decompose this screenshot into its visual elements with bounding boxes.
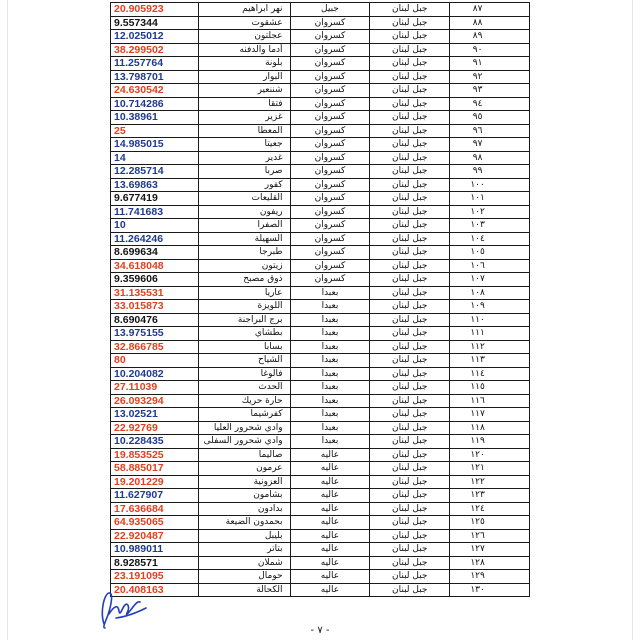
table-row	[111, 192, 530, 206]
number-cell: ١٠١	[450, 192, 530, 206]
number-cell: ٩٣	[450, 84, 530, 98]
town-cell: اللويزة	[199, 300, 291, 314]
town-cell: حومال	[199, 570, 291, 584]
value-cell: 20.905923	[111, 3, 199, 17]
number-cell: ٩٢	[450, 71, 530, 85]
caza-cell: بعبدا	[291, 381, 371, 395]
town-cell: كفرشيما	[199, 408, 291, 422]
number-cell: ١١٠	[450, 314, 530, 328]
value-cell: 25	[111, 125, 199, 139]
governorate-cell: جبل لبنان	[370, 395, 450, 409]
town-cell: بليبل	[199, 530, 291, 544]
table-row	[111, 557, 530, 571]
value-cell: 13.69863	[111, 179, 199, 193]
caza-cell: بعبدا	[291, 354, 371, 368]
governorate-cell: جبل لبنان	[370, 165, 450, 179]
value-cell: 19.853525	[111, 449, 199, 463]
number-cell: ٨٩	[450, 30, 530, 44]
caza-cell: عاليه	[291, 557, 371, 571]
table-row	[111, 516, 530, 530]
table-row	[111, 489, 530, 503]
governorate-cell: جبل لبنان	[370, 3, 450, 17]
table-row	[111, 422, 530, 436]
governorate-cell: جبل لبنان	[370, 489, 450, 503]
signature	[94, 584, 154, 630]
town-cell: شننعير	[199, 84, 291, 98]
governorate-cell: جبل لبنان	[370, 381, 450, 395]
caza-cell: عاليه	[291, 449, 371, 463]
governorate-cell: جبل لبنان	[370, 516, 450, 530]
table-row	[111, 476, 530, 490]
caza-cell: بعبدا	[291, 300, 371, 314]
value-cell: 10	[111, 219, 199, 233]
governorate-cell: جبل لبنان	[370, 152, 450, 166]
value-cell: 10.38961	[111, 111, 199, 125]
caza-cell: كسروان	[291, 125, 371, 139]
town-cell: جعيتا	[199, 138, 291, 152]
value-cell: 14.985015	[111, 138, 199, 152]
value-cell: 10.204082	[111, 368, 199, 382]
value-cell: 33.015873	[111, 300, 199, 314]
number-cell: ١١٤	[450, 368, 530, 382]
caza-cell: بعبدا	[291, 368, 371, 382]
town-cell: عرمون	[199, 462, 291, 476]
table-row	[111, 462, 530, 476]
caza-cell: كسروان	[291, 71, 371, 85]
value-cell: 17.636684	[111, 503, 199, 517]
caza-cell: بعبدا	[291, 287, 371, 301]
governorate-cell: جبل لبنان	[370, 449, 450, 463]
governorate-cell: جبل لبنان	[370, 179, 450, 193]
town-cell: السهيلة	[199, 233, 291, 247]
governorate-cell: جبل لبنان	[370, 557, 450, 571]
table-row	[111, 354, 530, 368]
table-row	[111, 368, 530, 382]
governorate-cell: جبل لبنان	[370, 111, 450, 125]
caza-cell: كسروان	[291, 44, 371, 58]
table-row	[111, 44, 530, 58]
value-cell: 12.285714	[111, 165, 199, 179]
caza-cell: عاليه	[291, 584, 371, 598]
caza-cell: بعبدا	[291, 314, 371, 328]
number-cell: ١٠٩	[450, 300, 530, 314]
number-cell: ١٢٩	[450, 570, 530, 584]
caza-cell: عاليه	[291, 516, 371, 530]
number-cell: ١١٦	[450, 395, 530, 409]
caza-cell: بعبدا	[291, 435, 371, 449]
caza-cell: كسروان	[291, 260, 371, 274]
number-cell: ١١٧	[450, 408, 530, 422]
town-cell: حارة حريك	[199, 395, 291, 409]
town-cell: برج البراجنة	[199, 314, 291, 328]
table-row	[111, 138, 530, 152]
governorate-cell: جبل لبنان	[370, 435, 450, 449]
governorate-cell: جبل لبنان	[370, 543, 450, 557]
governorate-cell: جبل لبنان	[370, 138, 450, 152]
value-cell: 11.257764	[111, 57, 199, 71]
table-row	[111, 300, 530, 314]
number-cell: ١١٣	[450, 354, 530, 368]
governorate-cell: جبل لبنان	[370, 287, 450, 301]
value-cell: 8.928571	[111, 557, 199, 571]
value-cell: 23.191095	[111, 570, 199, 584]
table-row	[111, 125, 530, 139]
caza-cell: عاليه	[291, 503, 371, 517]
table-row	[111, 395, 530, 409]
number-cell: ١٠٣	[450, 219, 530, 233]
number-cell: ١٢٢	[450, 476, 530, 490]
number-cell: ٩٤	[450, 98, 530, 112]
value-cell: 11.741683	[111, 206, 199, 220]
page-number: - ٧ -	[310, 625, 330, 636]
town-cell: بحمدون الضيعة	[199, 516, 291, 530]
value-cell: 19.201229	[111, 476, 199, 490]
number-cell: ١٢٣	[450, 489, 530, 503]
town-cell: البوار	[199, 71, 291, 85]
value-cell: 13.02521	[111, 408, 199, 422]
table-row	[111, 179, 530, 193]
town-cell: أدما والدفنه	[199, 44, 291, 58]
number-cell: ١٢٦	[450, 530, 530, 544]
number-cell: ١٢٨	[450, 557, 530, 571]
value-cell: 11.264246	[111, 233, 199, 247]
town-cell: الكحالة	[199, 584, 291, 598]
town-cell: عشقوت	[199, 17, 291, 31]
number-cell: ٩٩	[450, 165, 530, 179]
town-cell: طبرجا	[199, 246, 291, 260]
number-cell: ٨٨	[450, 17, 530, 31]
caza-cell: بعبدا	[291, 422, 371, 436]
value-cell: 9.557344	[111, 17, 199, 31]
caza-cell: كسروان	[291, 138, 371, 152]
caza-cell: كسروان	[291, 84, 371, 98]
value-cell: 9.677419	[111, 192, 199, 206]
town-cell: العزونية	[199, 476, 291, 490]
table-row	[111, 327, 530, 341]
table-row	[111, 449, 530, 463]
table-row	[111, 219, 530, 233]
number-cell: ١٠٤	[450, 233, 530, 247]
value-cell: 8.699634	[111, 246, 199, 260]
table-row	[111, 152, 530, 166]
value-cell: 38.299502	[111, 44, 199, 58]
town-cell: صربا	[199, 165, 291, 179]
caza-cell: عاليه	[291, 543, 371, 557]
town-cell: عاريا	[199, 287, 291, 301]
value-cell: 24.630542	[111, 84, 199, 98]
caza-cell: بعبدا	[291, 395, 371, 409]
table-row	[111, 543, 530, 557]
value-cell: 12.025012	[111, 30, 199, 44]
town-cell: بسابا	[199, 341, 291, 355]
table-row	[111, 246, 530, 260]
caza-cell: كسروان	[291, 233, 371, 247]
number-cell: ٩١	[450, 57, 530, 71]
town-cell: ريفون	[199, 206, 291, 220]
table-row	[111, 341, 530, 355]
number-cell: ١٢٤	[450, 503, 530, 517]
caza-cell: كسروان	[291, 17, 371, 31]
caza-cell: عاليه	[291, 570, 371, 584]
value-cell: 58.885017	[111, 462, 199, 476]
governorate-cell: جبل لبنان	[370, 206, 450, 220]
caza-cell: كسروان	[291, 30, 371, 44]
caza-cell: جبيل	[291, 3, 371, 17]
town-cell: وادي شحرور السفلى	[199, 435, 291, 449]
caza-cell: كسروان	[291, 152, 371, 166]
town-cell: فتقا	[199, 98, 291, 112]
table-row	[111, 84, 530, 98]
table-row	[111, 3, 530, 17]
governorate-cell: جبل لبنان	[370, 192, 450, 206]
governorate-cell: جبل لبنان	[370, 273, 450, 287]
value-cell: 20.408163	[111, 584, 199, 598]
table-row	[111, 206, 530, 220]
value-cell: 11.627907	[111, 489, 199, 503]
number-cell: ١٢٠	[450, 449, 530, 463]
value-cell: 22.920487	[111, 530, 199, 544]
value-cell: 13.798701	[111, 71, 199, 85]
governorate-cell: جبل لبنان	[370, 503, 450, 517]
governorate-cell: جبل لبنان	[370, 98, 450, 112]
town-cell: زيتون	[199, 260, 291, 274]
governorate-cell: جبل لبنان	[370, 327, 450, 341]
value-cell: 32.866785	[111, 341, 199, 355]
governorate-cell: جبل لبنان	[370, 341, 450, 355]
town-cell: غدير	[199, 152, 291, 166]
caza-cell: كسروان	[291, 206, 371, 220]
caza-cell: بعبدا	[291, 341, 371, 355]
value-cell: 9.359606	[111, 273, 199, 287]
number-cell: ٩٠	[450, 44, 530, 58]
table-row	[111, 381, 530, 395]
villages-table	[110, 2, 530, 597]
caza-cell: كسروان	[291, 219, 371, 233]
value-cell: 80	[111, 354, 199, 368]
table-row	[111, 570, 530, 584]
table-row	[111, 435, 530, 449]
governorate-cell: جبل لبنان	[370, 584, 450, 598]
number-cell: ١١١	[450, 327, 530, 341]
governorate-cell: جبل لبنان	[370, 233, 450, 247]
table-row	[111, 165, 530, 179]
town-cell: بتاتر	[199, 543, 291, 557]
value-cell: 10.228435	[111, 435, 199, 449]
town-cell: ذوق مصبح	[199, 273, 291, 287]
number-cell: ١٢٧	[450, 543, 530, 557]
town-cell: نهر ابراهيم	[199, 3, 291, 17]
governorate-cell: جبل لبنان	[370, 17, 450, 31]
town-cell: بطشاي	[199, 327, 291, 341]
number-cell: ١١٥	[450, 381, 530, 395]
town-cell: بدادون	[199, 503, 291, 517]
town-cell: صاليما	[199, 449, 291, 463]
table-row	[111, 314, 530, 328]
table-row	[111, 408, 530, 422]
town-cell: بلونة	[199, 57, 291, 71]
value-cell: 14	[111, 152, 199, 166]
town-cell: شملان	[199, 557, 291, 571]
number-cell: ١٢١	[450, 462, 530, 476]
town-cell: الصفرا	[199, 219, 291, 233]
caza-cell: بعبدا	[291, 408, 371, 422]
value-cell: 8.690476	[111, 314, 199, 328]
table-row	[111, 273, 530, 287]
table-row	[111, 260, 530, 274]
value-cell: 31.135531	[111, 287, 199, 301]
governorate-cell: جبل لبنان	[370, 300, 450, 314]
table-row	[111, 57, 530, 71]
number-cell: ٩٥	[450, 111, 530, 125]
number-cell: ١١٢	[450, 341, 530, 355]
governorate-cell: جبل لبنان	[370, 354, 450, 368]
table-row	[111, 71, 530, 85]
governorate-cell: جبل لبنان	[370, 125, 450, 139]
value-cell: 26.093294	[111, 395, 199, 409]
number-cell: ٩٨	[450, 152, 530, 166]
town-cell: الشياح	[199, 354, 291, 368]
town-cell: كفور	[199, 179, 291, 193]
number-cell: ١٠٧	[450, 273, 530, 287]
scan-edge-left	[7, 0, 8, 640]
number-cell: ١١٨	[450, 422, 530, 436]
table-row	[111, 98, 530, 112]
value-cell: 64.935065	[111, 516, 199, 530]
number-cell: ١٠٥	[450, 246, 530, 260]
table-row	[111, 503, 530, 517]
caza-cell: عاليه	[291, 530, 371, 544]
caza-cell: عاليه	[291, 462, 371, 476]
town-cell: عجلتون	[199, 30, 291, 44]
table-row	[111, 530, 530, 544]
governorate-cell: جبل لبنان	[370, 71, 450, 85]
caza-cell: بعبدا	[291, 327, 371, 341]
governorate-cell: جبل لبنان	[370, 570, 450, 584]
value-cell: 27.11039	[111, 381, 199, 395]
number-cell: ١٠٢	[450, 206, 530, 220]
governorate-cell: جبل لبنان	[370, 30, 450, 44]
caza-cell: كسروان	[291, 57, 371, 71]
town-cell: القليعات	[199, 192, 291, 206]
number-cell: ١٣٠	[450, 584, 530, 598]
town-cell: غزير	[199, 111, 291, 125]
value-cell: 34.618048	[111, 260, 199, 274]
table-row	[111, 287, 530, 301]
table-row	[111, 233, 530, 247]
value-cell: 22.92769	[111, 422, 199, 436]
caza-cell: كسروان	[291, 179, 371, 193]
governorate-cell: جبل لبنان	[370, 408, 450, 422]
caza-cell: كسروان	[291, 98, 371, 112]
number-cell: ٨٧	[450, 3, 530, 17]
table-row	[111, 30, 530, 44]
number-cell: ١١٩	[450, 435, 530, 449]
table-row	[111, 111, 530, 125]
caza-cell: كسروان	[291, 246, 371, 260]
number-cell: ٩٦	[450, 125, 530, 139]
governorate-cell: جبل لبنان	[370, 462, 450, 476]
caza-cell: كسروان	[291, 192, 371, 206]
governorate-cell: جبل لبنان	[370, 57, 450, 71]
caza-cell: كسروان	[291, 165, 371, 179]
caza-cell: عاليه	[291, 476, 371, 490]
town-cell: فالوغا	[199, 368, 291, 382]
value-cell: 13.975155	[111, 327, 199, 341]
governorate-cell: جبل لبنان	[370, 530, 450, 544]
governorate-cell: جبل لبنان	[370, 246, 450, 260]
number-cell: ١٠٠	[450, 179, 530, 193]
value-cell: 10.989011	[111, 543, 199, 557]
governorate-cell: جبل لبنان	[370, 314, 450, 328]
table-row	[111, 584, 530, 598]
governorate-cell: جبل لبنان	[370, 422, 450, 436]
caza-cell: عاليه	[291, 489, 371, 503]
number-cell: ١٢٥	[450, 516, 530, 530]
town-cell: بشامون	[199, 489, 291, 503]
scan-edge-right	[632, 0, 633, 640]
town-cell: المعطا	[199, 125, 291, 139]
table-row	[111, 17, 530, 31]
governorate-cell: جبل لبنان	[370, 44, 450, 58]
value-cell: 10.714286	[111, 98, 199, 112]
governorate-cell: جبل لبنان	[370, 260, 450, 274]
number-cell: ٩٧	[450, 138, 530, 152]
governorate-cell: جبل لبنان	[370, 476, 450, 490]
caza-cell: كسروان	[291, 111, 371, 125]
governorate-cell: جبل لبنان	[370, 368, 450, 382]
number-cell: ١٠٦	[450, 260, 530, 274]
town-cell: الحدث	[199, 381, 291, 395]
number-cell: ١٠٨	[450, 287, 530, 301]
governorate-cell: جبل لبنان	[370, 84, 450, 98]
caza-cell: كسروان	[291, 273, 371, 287]
town-cell: وادي شحرور العليا	[199, 422, 291, 436]
governorate-cell: جبل لبنان	[370, 219, 450, 233]
